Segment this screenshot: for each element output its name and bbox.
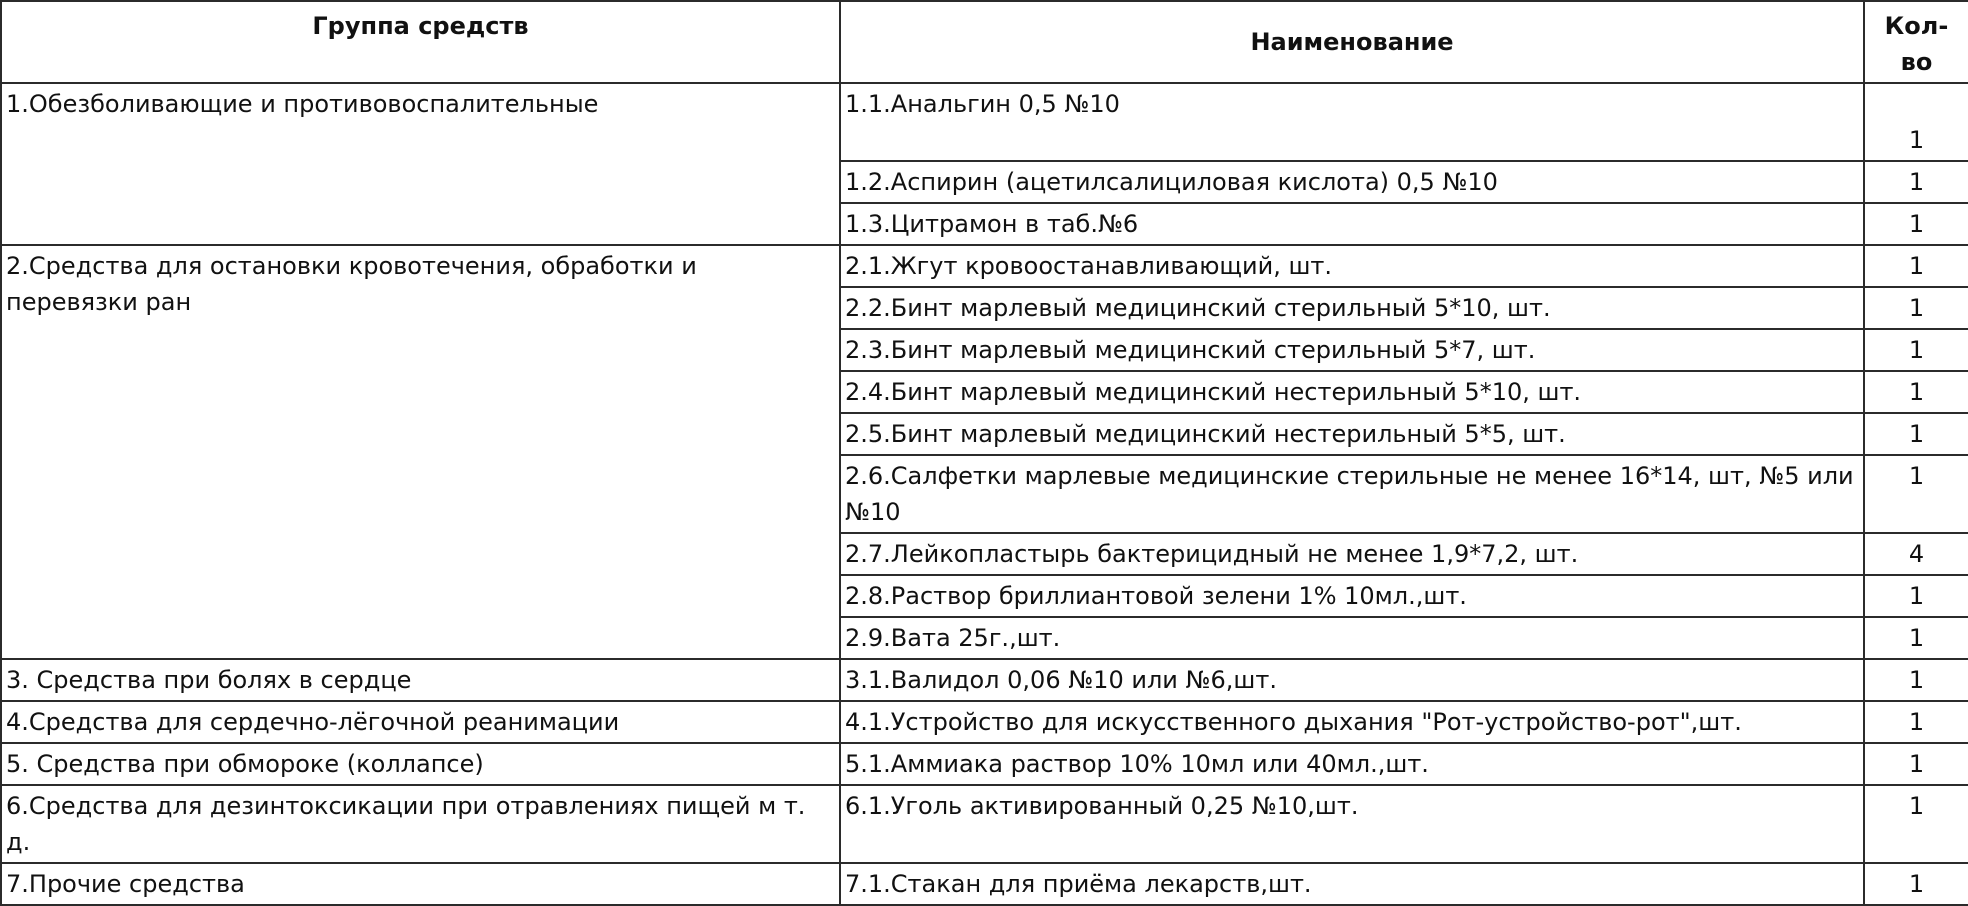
item-qty-cell: 1 [1864,329,1968,371]
item-name-cell: 1.2.Аспирин (ацетилсалициловая кислота) 0,5 №10 [840,161,1864,203]
group-cell: 7.Прочие средства [1,863,840,905]
item-qty-cell: 1 [1864,455,1968,533]
item-qty-cell: 4 [1864,533,1968,575]
item-name-cell: 2.6.Салфетки марлевые медицинские стерильные не менее 16*14, шт, №5 или №10 [840,455,1864,533]
item-name-cell: 2.3.Бинт марлевый медицинский стерильный 5*7, шт. [840,329,1864,371]
item-name-cell: 4.1.Устройство для искусственного дыхания "Рот-устройство-рот",шт. [840,701,1864,743]
item-name-cell: 7.1.Стакан для приёма лекарств,шт. [840,863,1864,905]
item-qty-cell: 1 [1864,701,1968,743]
group-cell: 6.Средства для дезинтоксикации при отравлениях пищей м т. д. [1,785,840,863]
item-qty-cell: 1 [1864,83,1968,161]
header-row [1,1,1968,83]
item-qty-cell: 1 [1864,863,1968,905]
item-qty-cell: 1 [1864,743,1968,785]
item-name-cell: 1.1.Анальгин 0,5 №10 [840,83,1864,161]
item-name-cell: 5.1.Аммиака раствор 10% 10мл или 40мл.,шт. [840,743,1864,785]
table-row [1,785,1968,863]
item-qty-cell: 1 [1864,203,1968,245]
item-qty-cell: 1 [1864,245,1968,287]
header-name: Наименование [840,1,1864,83]
item-qty-cell: 1 [1864,413,1968,455]
table-row [1,245,1968,287]
item-qty-cell: 1 [1864,161,1968,203]
item-qty-cell: 1 [1864,287,1968,329]
header-group: Группа средств [1,1,840,83]
item-qty-cell: 1 [1864,371,1968,413]
table-row [1,83,1968,161]
group-cell: 5. Средства при обмороке (коллапсе) [1,743,840,785]
table-row [1,743,1968,785]
table-row [1,701,1968,743]
item-name-cell: 2.4.Бинт марлевый медицинский нестерильный 5*10, шт. [840,371,1864,413]
item-name-cell: 2.5.Бинт марлевый медицинский нестерильный 5*5, шт. [840,413,1864,455]
table-row [1,659,1968,701]
item-qty-cell: 1 [1864,617,1968,659]
item-qty-cell: 1 [1864,575,1968,617]
item-name-cell: 3.1.Валидол 0,06 №10 или №6,шт. [840,659,1864,701]
table-row [1,863,1968,905]
item-name-cell: 6.1.Уголь активированный 0,25 №10,шт. [840,785,1864,863]
group-cell: 2.Средства для остановки кровотечения, обработки и перевязки ран [1,245,840,659]
item-name-cell: 2.2.Бинт марлевый медицинский стерильный 5*10, шт. [840,287,1864,329]
group-cell: 1.Обезболивающие и противовоспалительные [1,83,840,245]
group-cell: 3. Средства при болях в сердце [1,659,840,701]
header-qty: Кол-во [1864,1,1968,83]
item-qty-cell: 1 [1864,659,1968,701]
item-name-cell: 1.3.Цитрамон в таб.№6 [840,203,1864,245]
group-cell: 4.Средства для сердечно-лёгочной реанимации [1,701,840,743]
item-name-cell: 2.7.Лейкопластырь бактерицидный не менее 1,9*7,2, шт. [840,533,1864,575]
item-name-cell: 2.8.Раствор бриллиантовой зелени 1% 10мл.,шт. [840,575,1864,617]
item-name-cell: 2.1.Жгут кровоостанавливающий, шт. [840,245,1864,287]
item-qty-cell: 1 [1864,785,1968,863]
item-name-cell: 2.9.Вата 25г.,шт. [840,617,1864,659]
